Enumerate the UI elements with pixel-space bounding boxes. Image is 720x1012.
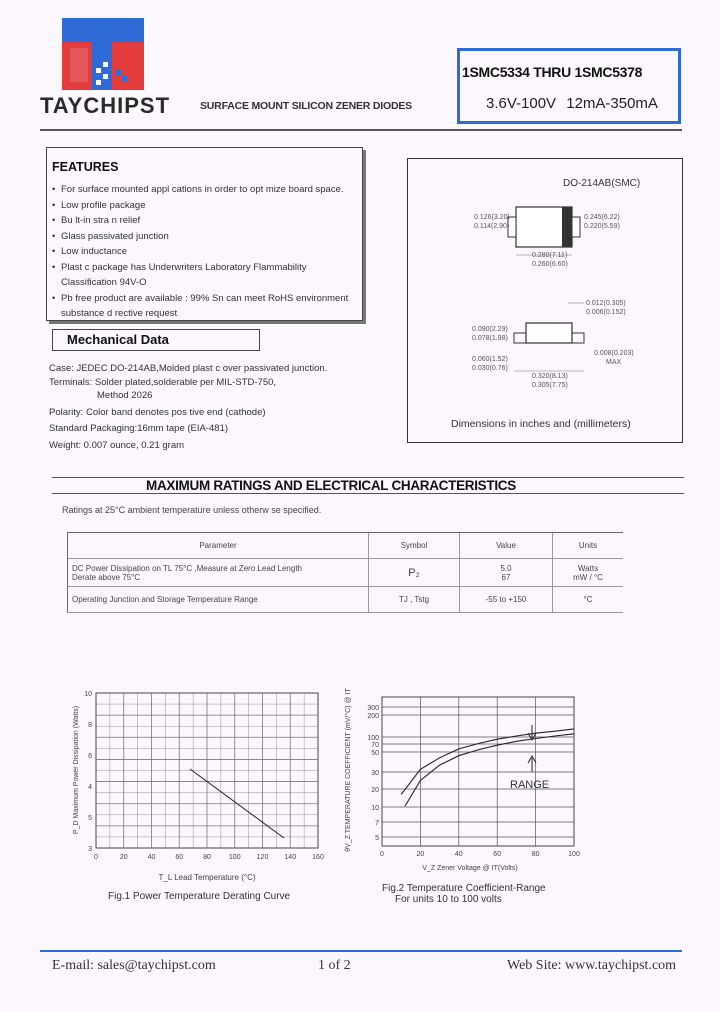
mechanical-line: Polarity: Color band denotes pos tive end (cathode) bbox=[49, 406, 266, 418]
fig2-y-tick-label: 70 bbox=[371, 742, 379, 749]
table-cell-unit: °C bbox=[553, 587, 624, 613]
dim-b2: 0.220(5.59) bbox=[584, 223, 620, 230]
feature-item: • Bu lt-in stra n relief bbox=[52, 213, 352, 229]
fig2-y-tick-label: 10 bbox=[371, 805, 379, 812]
feature-item: • Plast c package has Underwriters Laboratory Flammability Classification 94V-O bbox=[52, 260, 352, 291]
fig2-caption: Fig.2 Temperature Coefficient-Range bbox=[382, 883, 546, 894]
page-number: 1 of 2 bbox=[318, 958, 351, 973]
table-cell-symbol: TJ , Tstg bbox=[369, 587, 460, 613]
mechanical-title: Mechanical Data bbox=[67, 332, 169, 347]
fig2-y-tick-label: 5 bbox=[375, 835, 379, 842]
dim-c1: 0.280(7.11) bbox=[532, 252, 568, 259]
feature-item: • Low inductance bbox=[52, 244, 352, 260]
fig2-y-tick-label: 30 bbox=[371, 770, 379, 777]
fig2-y-axis-label: θV_Z TEMPERATURE COEFFICIENT (mV/°C) @ IT bbox=[345, 688, 352, 852]
table-header: Units bbox=[553, 533, 624, 559]
footer-email[interactable]: E-mail: sales@taychipst.com bbox=[52, 958, 216, 973]
dimension-note: Dimensions in inches and (millimeters) bbox=[451, 418, 631, 430]
part-number-title: 1SMC5334 THRU 1SMC5378 bbox=[462, 64, 643, 80]
fig2-y-tick-label: 20 bbox=[371, 787, 379, 794]
fig2-y-tick-label: 50 bbox=[371, 750, 379, 757]
fig1-y-tick-label: 5 bbox=[88, 815, 92, 822]
dim-h2: 0.305(7.75) bbox=[532, 382, 568, 389]
fig2-x-tick-label: 0 bbox=[380, 851, 384, 858]
fig2-y-tick-label: 100 bbox=[367, 735, 379, 742]
value-line: 5.0 bbox=[500, 563, 512, 573]
dim-e1: 0.090(2.29) bbox=[472, 326, 508, 333]
param-line: DC Power Dissipation on TL 75°C ,Measure at Zero Lead Length bbox=[72, 563, 302, 573]
fig2-x-tick-label: 100 bbox=[568, 851, 580, 858]
table-header: Value bbox=[460, 533, 553, 559]
fig2-range-label: RANGE bbox=[510, 779, 550, 791]
part-range: 3.6V-100V 12mA-350mA bbox=[486, 95, 658, 112]
table-header: Parameter bbox=[68, 533, 369, 559]
table-cell-value: -55 to +150 bbox=[460, 587, 553, 613]
dim-f2: 0.030(0.76) bbox=[472, 365, 508, 372]
fig2-series-lower bbox=[405, 734, 574, 806]
dim-e2: 0.078(1.98) bbox=[472, 335, 508, 342]
fig1-y-tick-label: 3 bbox=[88, 846, 92, 853]
dim-a2: 0.114(2.90) bbox=[474, 223, 510, 230]
fig1-x-axis-label: T_L Lead Temperature (°C) bbox=[158, 873, 256, 882]
table-header: Symbol bbox=[369, 533, 460, 559]
fig1-caption: Fig.1 Power Temperature Derating Curve bbox=[108, 891, 291, 902]
fig2-y-tick-label: 7 bbox=[375, 820, 379, 827]
package-name: DO-214AB(SMC) bbox=[563, 178, 641, 189]
fig1-x-tick-label: 100 bbox=[228, 854, 241, 861]
feature-item: • Pb free product are available : 99% Sn can meet RoHS environment substance d rective request bbox=[52, 291, 352, 322]
dim-d1: 0.012(0.305) bbox=[586, 300, 626, 307]
fig1-x-tick-label: 160 bbox=[312, 854, 324, 861]
feature-item: • Low profile package bbox=[52, 198, 352, 214]
ratings-title: MAXIMUM RATINGS AND ELECTRICAL CHARACTERISTICS bbox=[146, 478, 516, 493]
fig2-range-arrow-bottom bbox=[528, 756, 536, 772]
fig1-y-tick-label: 8 bbox=[88, 722, 92, 729]
fig2-x-axis-label: V_Z Zener Voltage @ IT(Volts) bbox=[422, 865, 518, 872]
fig1-y-tick-label: 6 bbox=[88, 753, 92, 760]
table-cell-symbol: P₂ bbox=[369, 559, 460, 587]
mechanical-line: Weight: 0.007 ounce, 0.21 gram bbox=[49, 439, 185, 451]
footer-divider bbox=[40, 950, 682, 952]
page-subtitle: SURFACE MOUNT SILICON ZENER DIODES bbox=[200, 100, 412, 112]
fig2-subcaption: For units 10 to 100 volts bbox=[395, 894, 502, 905]
features-title: FEATURES bbox=[52, 160, 119, 174]
fig1-y-tick-label: 10 bbox=[84, 691, 92, 698]
unit-line: mW / °C bbox=[573, 572, 603, 582]
mechanical-line: Terminals: Solder plated,solderable per MIL-STD-750, bbox=[49, 376, 277, 388]
fig2-x-tick-label: 40 bbox=[454, 851, 463, 858]
feature-item: • For surface mounted appl cations in order to opt mize board space. bbox=[52, 182, 352, 198]
fig1-x-tick-label: 140 bbox=[284, 854, 297, 861]
dim-g1: 0.008(0.203) bbox=[594, 350, 634, 357]
dim-h1: 0.320(8.13) bbox=[532, 373, 568, 380]
mechanical-line: Case: JEDEC DO-214AB,Molded plast c over passivated junction. bbox=[49, 363, 328, 374]
table-cell-parameter: Operating Junction and Storage Temperature Range bbox=[68, 587, 369, 613]
fig1-x-tick-label: 60 bbox=[175, 854, 184, 861]
fig2-plot-frame bbox=[382, 697, 574, 846]
dim-g2: MAX bbox=[606, 359, 622, 366]
dim-a1: 0.126(3.20) bbox=[474, 214, 510, 221]
fig1-x-tick-label: 20 bbox=[119, 854, 128, 861]
brand-name: TAYCHIPST bbox=[40, 93, 171, 118]
param-line: Derate above 75°C bbox=[72, 572, 141, 582]
ratings-note: Ratings at 25°C ambient temperature unless otherw se specified. bbox=[62, 505, 322, 515]
fig1-y-axis-label: P_D Maximum Power Dissipation (Watts) bbox=[73, 705, 80, 835]
dim-b1: 0.245(6.22) bbox=[584, 214, 620, 221]
unit-line: Watts bbox=[577, 563, 599, 573]
fig1-x-tick-label: 120 bbox=[256, 854, 269, 861]
fig1-x-tick-label: 80 bbox=[203, 854, 211, 861]
footer-website[interactable]: Web Site: www.taychipst.com bbox=[507, 958, 677, 973]
mechanical-line: Standard Packaging:16mm tape (EIA-481) bbox=[49, 423, 229, 434]
fig2-y-tick-label: 300 bbox=[367, 705, 379, 712]
dim-c2: 0.260(6.60) bbox=[532, 261, 568, 268]
dim-f1: 0.060(1.52) bbox=[472, 356, 508, 363]
value-line: 67 bbox=[501, 572, 511, 582]
fig2-x-tick-label: 60 bbox=[493, 851, 502, 858]
fig2-x-tick-label: 80 bbox=[531, 851, 540, 858]
feature-item: • Glass passivated junction bbox=[52, 229, 352, 245]
fig1-y-tick-label: 4 bbox=[88, 784, 92, 791]
mechanical-line: Method 2026 bbox=[97, 390, 153, 401]
dim-d2: 0.006(0.152) bbox=[586, 309, 626, 316]
fig2-range-arrow-top bbox=[528, 725, 536, 740]
fig2-y-tick-label: 200 bbox=[367, 713, 379, 720]
fig1-x-tick-label: 40 bbox=[147, 854, 156, 861]
fig2-x-tick-label: 20 bbox=[416, 851, 425, 858]
fig1-x-tick-label: 0 bbox=[94, 854, 98, 861]
